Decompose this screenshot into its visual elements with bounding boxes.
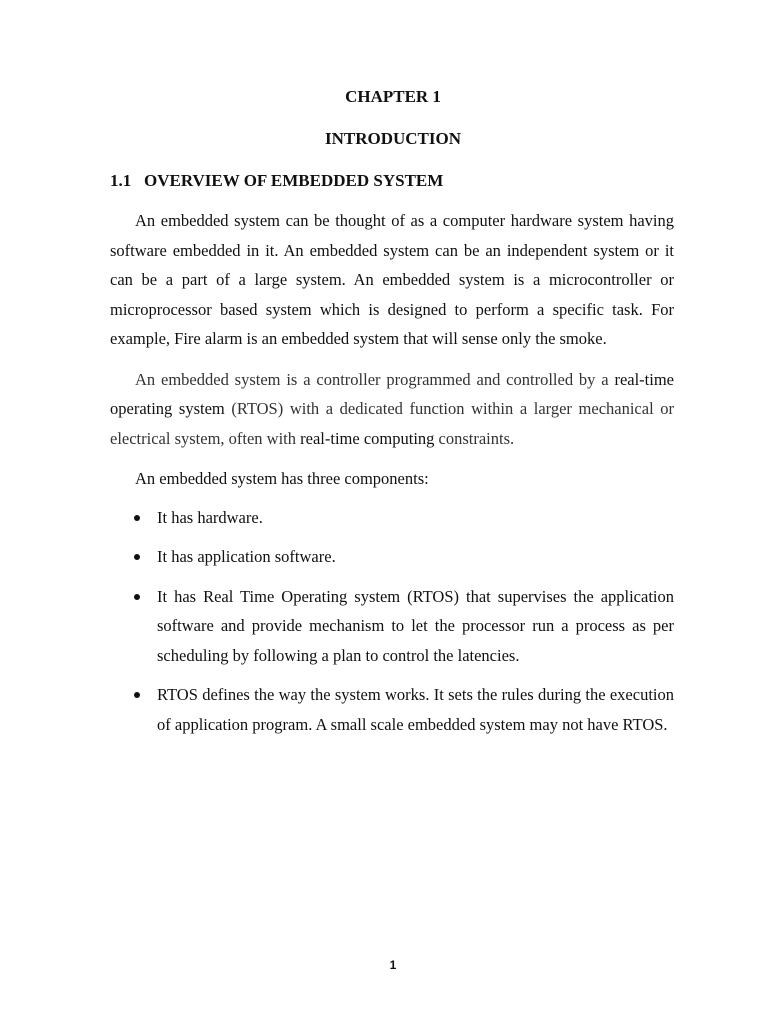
bullet-icon xyxy=(134,515,140,521)
list-item-text: It has Real Time Operating system (RTOS) that supervises the application software and provide mechanism to let the processor run a process as per scheduling by following a plan to control the latencies. xyxy=(157,586,674,665)
list-item xyxy=(110,542,674,572)
body-text xyxy=(110,206,674,749)
list-item-text: It has hardware. xyxy=(157,507,263,527)
bullet-icon xyxy=(134,554,140,560)
list-item-text: RTOS defines the way the system works. It sets the rules during the execution of application program. A small scale embedded system may not have RTOS. xyxy=(157,685,674,734)
term-real-time-operating-system: real-time operating system xyxy=(110,369,674,418)
paragraph-components-intro: An embedded system has three components: xyxy=(135,469,429,488)
list-item xyxy=(110,582,674,671)
components-list xyxy=(110,503,674,740)
section-number: 1.1 xyxy=(110,171,132,190)
page-number: 1 xyxy=(389,958,397,972)
chapter-title: INTRODUCTION xyxy=(324,129,462,148)
bullet-icon xyxy=(134,594,140,600)
section-title: OVERVIEW OF EMBEDDED SYSTEM xyxy=(144,171,444,190)
paragraph-rtos xyxy=(110,365,674,454)
paragraph-rtos-text-3: constraints. xyxy=(434,428,515,448)
list-item xyxy=(110,503,674,533)
paragraph-rtos-text-2: (RTOS) with a dedicated function within a larger mechanical or electrical system, often with xyxy=(110,399,674,448)
list-item xyxy=(110,680,674,739)
list-item-text: It has application software. xyxy=(157,547,336,566)
section-heading xyxy=(110,170,443,192)
paragraph-definition: An embedded system can be thought of as a computer hardware system having software embedded in it. An embedded system can be an independent system or it can be a part of a large system. An embedded system is a microcontroller or microprocessor based system which is designed to perform a specific task. For example, Fire alarm is an embedded system that will sense only the smoke. xyxy=(110,211,674,348)
paragraph-rtos-text-1: An embedded system is a controller programmed and controlled by a xyxy=(135,369,615,389)
bullet-icon xyxy=(134,692,140,698)
chapter-label: CHAPTER 1 xyxy=(345,87,441,106)
term-real-time-computing: real-time computing xyxy=(300,428,435,448)
